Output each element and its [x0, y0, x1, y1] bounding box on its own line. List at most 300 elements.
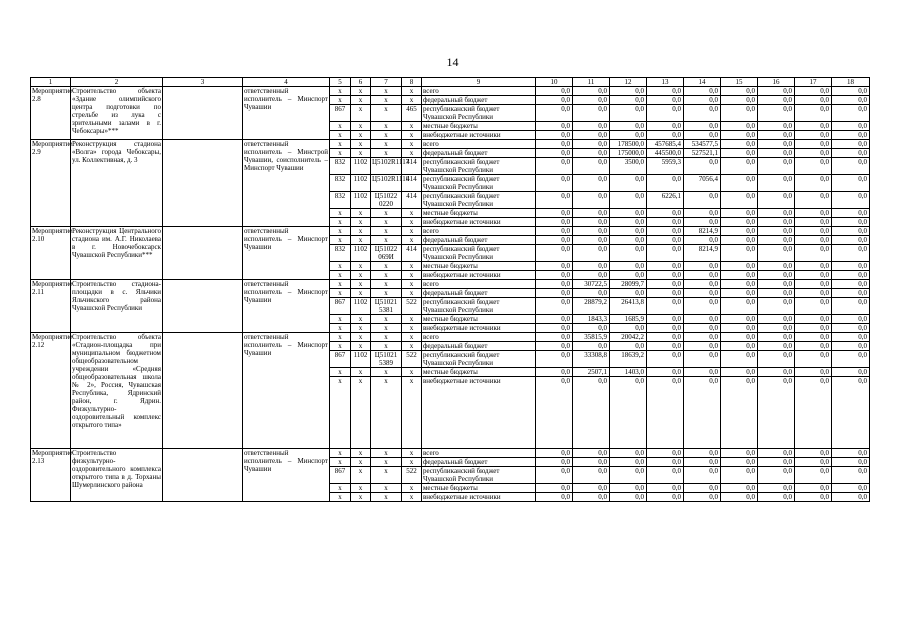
expense-type-code: x [402, 493, 422, 502]
year-value: 0,0 [647, 342, 684, 351]
year-value: 0,0 [536, 227, 573, 236]
year-value: 0,0 [832, 236, 870, 245]
budget-table [30, 77, 870, 502]
year-value: 0,0 [721, 175, 758, 192]
year-value: 0,0 [647, 236, 684, 245]
expense-type-code: x [402, 131, 422, 140]
grbs-code: x [330, 368, 351, 377]
year-value: 0,0 [721, 192, 758, 209]
year-value: 0,0 [573, 87, 610, 96]
year-value: 0,0 [684, 458, 721, 467]
year-value: 0,0 [795, 218, 832, 227]
year-value: 6226,1 [647, 192, 684, 209]
section-code: 1102 [351, 351, 371, 368]
year-value: 0,0 [536, 493, 573, 502]
empty-cell [163, 227, 243, 280]
year-value: 0,0 [647, 289, 684, 298]
expense-type-code: x [402, 262, 422, 271]
grbs-code: x [330, 218, 351, 227]
year-value: 0,0 [536, 209, 573, 218]
expense-type-code: x [402, 236, 422, 245]
year-value: 0,0 [721, 484, 758, 493]
year-value: 0,0 [721, 377, 758, 449]
year-value: 0,0 [795, 262, 832, 271]
year-value: 0,0 [795, 140, 832, 149]
section-code: x [351, 122, 371, 131]
year-value: 0,0 [684, 324, 721, 333]
funding-source: всего [422, 87, 536, 96]
year-value: 0,0 [795, 105, 832, 122]
header-row [31, 78, 870, 87]
year-value: 2507,1 [573, 368, 610, 377]
expense-type-code: 522 [402, 467, 422, 484]
year-value: 0,0 [573, 236, 610, 245]
year-value: 0,0 [647, 298, 684, 315]
year-value: 0,0 [610, 218, 647, 227]
column-header-1: 1 [31, 78, 71, 87]
year-value: 0,0 [647, 493, 684, 502]
year-value: 0,0 [536, 192, 573, 209]
year-value: 0,0 [684, 449, 721, 458]
year-value: 0,0 [721, 149, 758, 158]
funding-source: местные бюджеты [422, 209, 536, 218]
year-value: 0,0 [832, 324, 870, 333]
expense-type-code: x [402, 87, 422, 96]
year-value: 0,0 [758, 192, 795, 209]
year-value: 0,0 [610, 236, 647, 245]
expense-type-code: x [402, 218, 422, 227]
year-value: 0,0 [721, 493, 758, 502]
year-value: 0,0 [536, 333, 573, 342]
measure-id: Мероприятие 2.9 [31, 140, 71, 227]
section-code: 1102 [351, 245, 371, 262]
column-header-18: 18 [832, 78, 870, 87]
section-code: x [351, 271, 371, 280]
grbs-code: x [330, 236, 351, 245]
target-article-code: x [371, 227, 402, 236]
year-value: 0,0 [684, 96, 721, 105]
year-value: 0,0 [647, 105, 684, 122]
year-value: 0,0 [684, 315, 721, 324]
section-code: x [351, 342, 371, 351]
year-value: 0,0 [795, 458, 832, 467]
responsible-executor: ответственный исполнитель – Минспорт Чувашии [243, 87, 330, 140]
year-value: 0,0 [758, 140, 795, 149]
year-value: 0,0 [721, 298, 758, 315]
year-value: 0,0 [758, 342, 795, 351]
year-value: 0,0 [795, 122, 832, 131]
year-value: 0,0 [795, 342, 832, 351]
year-value: 35815,9 [573, 333, 610, 342]
grbs-code: x [330, 449, 351, 458]
grbs-code: x [330, 377, 351, 449]
funding-source: внебюджетные источники [422, 377, 536, 449]
year-value: 0,0 [610, 271, 647, 280]
grbs-code: x [330, 262, 351, 271]
target-article-code: Ц51022 069И [371, 245, 402, 262]
target-article-code: x [371, 458, 402, 467]
expense-type-code: 414 [402, 158, 422, 175]
year-value: 0,0 [573, 377, 610, 449]
year-value: 0,0 [721, 122, 758, 131]
year-value: 0,0 [832, 87, 870, 96]
year-value: 0,0 [536, 342, 573, 351]
year-value: 8214,9 [684, 227, 721, 236]
empty-cell [163, 333, 243, 449]
funding-source: федеральный бюджет [422, 236, 536, 245]
year-value: 0,0 [721, 140, 758, 149]
year-value: 0,0 [647, 333, 684, 342]
year-value: 0,0 [795, 158, 832, 175]
empty-cell [163, 449, 243, 502]
year-value: 0,0 [647, 218, 684, 227]
year-value: 0,0 [536, 315, 573, 324]
year-value: 0,0 [758, 280, 795, 289]
year-value: 0,0 [684, 262, 721, 271]
year-value: 534577,5 [684, 140, 721, 149]
year-value: 0,0 [647, 245, 684, 262]
year-value: 0,0 [573, 449, 610, 458]
year-value: 0,0 [758, 131, 795, 140]
year-value: 0,0 [684, 467, 721, 484]
year-value: 0,0 [684, 333, 721, 342]
funding-source: федеральный бюджет [422, 96, 536, 105]
year-value: 0,0 [684, 493, 721, 502]
section-code: x [351, 209, 371, 218]
year-value: 30722,5 [573, 280, 610, 289]
year-value: 0,0 [536, 140, 573, 149]
year-value: 0,0 [573, 245, 610, 262]
expense-type-code: x [402, 333, 422, 342]
expense-type-code: x [402, 458, 422, 467]
expense-type-code: 414 [402, 175, 422, 192]
year-value: 0,0 [684, 271, 721, 280]
expense-type-code: 522 [402, 351, 422, 368]
section-code: x [351, 262, 371, 271]
section-code: x [351, 105, 371, 122]
section-code: x [351, 87, 371, 96]
year-value: 7056,4 [684, 175, 721, 192]
column-header-14: 14 [684, 78, 721, 87]
column-header-9: 9 [422, 78, 536, 87]
year-value: 0,0 [721, 342, 758, 351]
expense-type-code: x [402, 271, 422, 280]
measure-id: Мероприятие 2.8 [31, 87, 71, 140]
year-value: 0,0 [795, 236, 832, 245]
year-value: 0,0 [721, 245, 758, 262]
year-value: 0,0 [536, 298, 573, 315]
year-value: 0,0 [647, 377, 684, 449]
target-article-code: x [371, 105, 402, 122]
section-code: x [351, 131, 371, 140]
year-value: 0,0 [610, 209, 647, 218]
year-value: 0,0 [721, 271, 758, 280]
year-value: 0,0 [795, 351, 832, 368]
year-value: 0,0 [832, 122, 870, 131]
expense-type-code: 465 [402, 105, 422, 122]
target-article-code: Ц5102R1110 [371, 175, 402, 192]
measure-description: Реконструкция стадиона «Волга» города Чебоксары, ул. Коллективная, д. 3 [71, 140, 163, 227]
year-value: 0,0 [573, 289, 610, 298]
responsible-executor: ответственный исполнитель – Минспорт Чувашии [243, 449, 330, 502]
year-value: 0,0 [758, 87, 795, 96]
target-article-code: x [371, 493, 402, 502]
column-header-5: 5 [330, 78, 351, 87]
year-value: 0,0 [795, 467, 832, 484]
target-article-code: x [371, 333, 402, 342]
year-value: 0,0 [721, 262, 758, 271]
column-header-13: 13 [647, 78, 684, 87]
target-article-code: x [371, 368, 402, 377]
year-value: 0,0 [721, 96, 758, 105]
year-value: 0,0 [610, 227, 647, 236]
year-value: 0,0 [647, 449, 684, 458]
year-value: 0,0 [758, 324, 795, 333]
table-row [31, 449, 870, 458]
year-value: 0,0 [795, 449, 832, 458]
expense-type-code: x [402, 122, 422, 131]
section-code: x [351, 377, 371, 449]
grbs-code: 867 [330, 467, 351, 484]
year-value: 0,0 [573, 227, 610, 236]
target-article-code: x [371, 122, 402, 131]
year-value: 0,0 [647, 271, 684, 280]
year-value: 0,0 [536, 368, 573, 377]
year-value: 0,0 [610, 467, 647, 484]
table-row [31, 227, 870, 236]
funding-source: внебюджетные источники [422, 131, 536, 140]
year-value: 0,0 [684, 158, 721, 175]
year-value: 0,0 [832, 351, 870, 368]
expense-type-code: 414 [402, 245, 422, 262]
target-article-code: x [371, 96, 402, 105]
year-value: 0,0 [647, 131, 684, 140]
section-code: x [351, 324, 371, 333]
grbs-code: x [330, 87, 351, 96]
target-article-code: x [371, 324, 402, 333]
year-value: 0,0 [832, 192, 870, 209]
year-value: 0,0 [832, 158, 870, 175]
year-value: 0,0 [832, 298, 870, 315]
year-value: 0,0 [758, 351, 795, 368]
year-value: 0,0 [721, 236, 758, 245]
funding-source: федеральный бюджет [422, 342, 536, 351]
year-value: 28879,2 [573, 298, 610, 315]
year-value: 0,0 [758, 289, 795, 298]
measure-description: Строительство стадиона-площадки в с. Яльчики Яльчикского района Чувашской Республики [71, 280, 163, 333]
year-value: 0,0 [684, 289, 721, 298]
year-value: 0,0 [536, 280, 573, 289]
target-article-code: x [371, 342, 402, 351]
column-header-2: 2 [71, 78, 163, 87]
expense-type-code: x [402, 484, 422, 493]
year-value: 1403,0 [610, 368, 647, 377]
target-article-code: x [371, 140, 402, 149]
grbs-code: 832 [330, 158, 351, 175]
year-value: 0,0 [832, 484, 870, 493]
measure-id: Мероприятие 2.12 [31, 333, 71, 449]
funding-source: республиканский бюджет Чувашской Республики [422, 192, 536, 209]
target-article-code: x [371, 280, 402, 289]
year-value: 5959,3 [647, 158, 684, 175]
year-value: 0,0 [684, 298, 721, 315]
year-value: 0,0 [758, 158, 795, 175]
grbs-code: x [330, 140, 351, 149]
section-code: x [351, 140, 371, 149]
grbs-code: x [330, 131, 351, 140]
target-article-code: Ц51021 5381 [371, 298, 402, 315]
target-article-code: x [371, 289, 402, 298]
year-value: 0,0 [610, 131, 647, 140]
year-value: 18639,2 [610, 351, 647, 368]
year-value: 0,0 [610, 484, 647, 493]
expense-type-code: 414 [402, 192, 422, 209]
year-value: 0,0 [795, 87, 832, 96]
table-row [31, 87, 870, 96]
year-value: 0,0 [536, 289, 573, 298]
year-value: 445500,0 [647, 149, 684, 158]
section-code: 1102 [351, 192, 371, 209]
year-value: 0,0 [536, 449, 573, 458]
year-value: 0,0 [795, 209, 832, 218]
section-code: x [351, 289, 371, 298]
year-value: 0,0 [536, 262, 573, 271]
year-value: 0,0 [721, 289, 758, 298]
year-value: 0,0 [832, 467, 870, 484]
year-value: 0,0 [684, 280, 721, 289]
year-value: 0,0 [647, 122, 684, 131]
funding-source: всего [422, 333, 536, 342]
year-value: 0,0 [610, 245, 647, 262]
funding-source: внебюджетные источники [422, 324, 536, 333]
year-value: 0,0 [573, 96, 610, 105]
year-value: 33308,8 [573, 351, 610, 368]
year-value: 0,0 [721, 227, 758, 236]
table-body [31, 87, 870, 502]
expense-type-code: x [402, 289, 422, 298]
funding-source: республиканский бюджет Чувашской Республики [422, 298, 536, 315]
year-value: 0,0 [610, 493, 647, 502]
target-article-code: x [371, 449, 402, 458]
year-value: 8214,9 [684, 245, 721, 262]
funding-source: местные бюджеты [422, 368, 536, 377]
year-value: 0,0 [573, 493, 610, 502]
year-value: 0,0 [684, 131, 721, 140]
expense-type-code: x [402, 149, 422, 158]
grbs-code: 867 [330, 351, 351, 368]
year-value: 0,0 [610, 377, 647, 449]
target-article-code: x [371, 484, 402, 493]
section-code: x [351, 236, 371, 245]
funding-source: федеральный бюджет [422, 149, 536, 158]
funding-source: республиканский бюджет Чувашской Республики [422, 158, 536, 175]
year-value: 0,0 [684, 87, 721, 96]
target-article-code: x [371, 131, 402, 140]
year-value: 0,0 [758, 122, 795, 131]
year-value: 0,0 [610, 342, 647, 351]
year-value: 0,0 [758, 377, 795, 449]
year-value: 0,0 [758, 96, 795, 105]
year-value: 0,0 [721, 458, 758, 467]
year-value: 0,0 [647, 262, 684, 271]
target-article-code: x [371, 149, 402, 158]
expense-type-code: x [402, 96, 422, 105]
year-value: 0,0 [684, 236, 721, 245]
section-code: x [351, 467, 371, 484]
year-value: 0,0 [832, 289, 870, 298]
year-value: 0,0 [536, 467, 573, 484]
year-value: 0,0 [684, 484, 721, 493]
year-value: 0,0 [573, 218, 610, 227]
year-value: 0,0 [610, 458, 647, 467]
measure-description: Строительство объекта «Стадион-площадка при муниципальном бюджетном общеобразовательном учреждении «Средняя общеобразовательная школа № 2», Россия, Чувашская Республика, Ядринский район, г. Ядрин. Физкультурно-оздоровительный комплекс открытого типа» [71, 333, 163, 449]
year-value: 0,0 [536, 236, 573, 245]
grbs-code: 867 [330, 298, 351, 315]
year-value: 0,0 [684, 218, 721, 227]
year-value: 3500,0 [610, 158, 647, 175]
funding-source: внебюджетные источники [422, 271, 536, 280]
year-value: 0,0 [758, 209, 795, 218]
year-value: 0,0 [573, 105, 610, 122]
expense-type-code: x [402, 368, 422, 377]
section-code: 1102 [351, 175, 371, 192]
target-article-code: x [371, 271, 402, 280]
target-article-code: Ц51021 5389 [371, 351, 402, 368]
target-article-code: x [371, 218, 402, 227]
year-value: 0,0 [758, 449, 795, 458]
year-value: 0,0 [721, 467, 758, 484]
section-code: x [351, 96, 371, 105]
year-value: 0,0 [536, 458, 573, 467]
measure-description: Реконструкция Центрального стадиона им. А.Г. Николаева в г. Новочебоксарск Чувашской Республики*** [71, 227, 163, 280]
funding-source: республиканский бюджет Чувашской Республики [422, 175, 536, 192]
section-code: x [351, 218, 371, 227]
year-value: 0,0 [721, 280, 758, 289]
year-value: 0,0 [795, 280, 832, 289]
year-value: 0,0 [832, 342, 870, 351]
year-value: 0,0 [832, 449, 870, 458]
year-value: 0,0 [758, 105, 795, 122]
grbs-code: x [330, 289, 351, 298]
year-value: 0,0 [721, 449, 758, 458]
expense-type-code: x [402, 342, 422, 351]
expense-type-code: x [402, 140, 422, 149]
funding-source: местные бюджеты [422, 315, 536, 324]
grbs-code: x [330, 280, 351, 289]
funding-source: республиканский бюджет Чувашской Республики [422, 467, 536, 484]
responsible-executor: ответственный исполнитель – Минспорт Чувашии [243, 333, 330, 449]
column-header-11: 11 [573, 78, 610, 87]
funding-source: местные бюджеты [422, 122, 536, 131]
year-value: 0,0 [758, 493, 795, 502]
year-value: 0,0 [647, 315, 684, 324]
year-value: 0,0 [758, 333, 795, 342]
year-value: 0,0 [832, 227, 870, 236]
year-value: 0,0 [758, 484, 795, 493]
grbs-code: x [330, 271, 351, 280]
column-header-4: 4 [243, 78, 330, 87]
year-value: 457685,4 [647, 140, 684, 149]
empty-cell [163, 280, 243, 333]
year-value: 0,0 [795, 149, 832, 158]
year-value: 0,0 [573, 192, 610, 209]
table-row [31, 333, 870, 342]
year-value: 0,0 [832, 209, 870, 218]
year-value: 0,0 [758, 262, 795, 271]
year-value: 0,0 [832, 245, 870, 262]
year-value: 0,0 [684, 122, 721, 131]
year-value: 0,0 [536, 245, 573, 262]
